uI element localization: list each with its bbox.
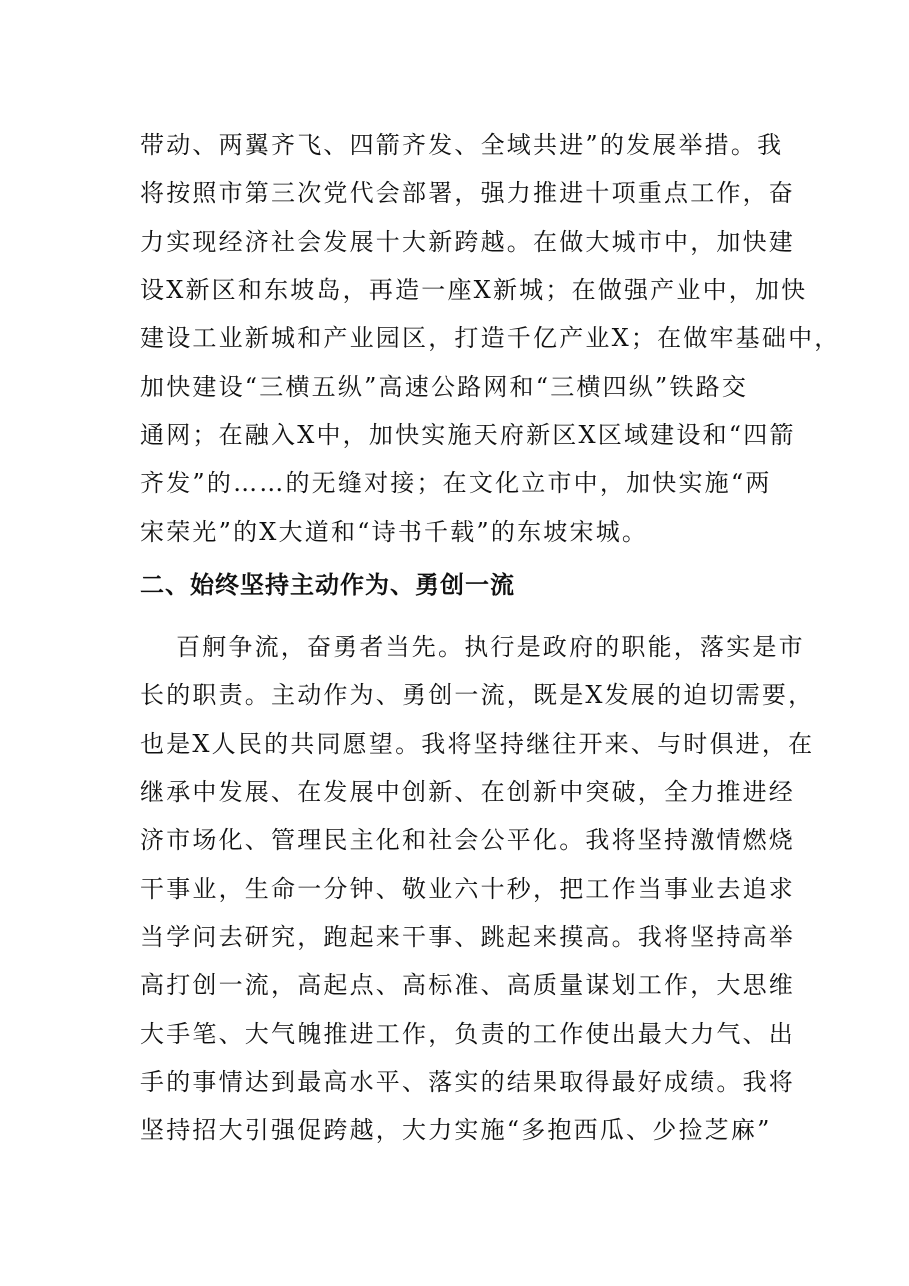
paragraph-line: 干事业，生命一分钟、敬业六十秒，把工作当事业去追求: [140, 875, 795, 903]
paragraph-line: 当学问去研究，跑起来干事、跳起来摸高。我将坚持高举: [140, 923, 795, 951]
paragraph-line: 济市场化、管理民主化和社会公平化。我将坚持激情燃烧: [140, 826, 795, 854]
paragraph-line: 设X新区和东坡岛，再造一座X新城；在做强产业中，加快: [140, 276, 808, 304]
paragraph-line: 将按照市第三次党代会部署，强力推进十项重点工作，奋: [140, 179, 795, 207]
section-heading: 二、始终坚持主动作为、勇创一流: [140, 571, 515, 599]
paragraph-line: 高打创一流，高起点、高标准、高质量谋划工作，大思维: [140, 971, 795, 999]
paragraph-line: 加快建设“三横五纵”高速公路网和“三横四纵”铁路交: [140, 373, 749, 401]
paragraph-line: 宋荣光”的X大道和“诗书千载”的东坡宋城。: [140, 518, 649, 546]
paragraph-line: 长的职责。主动作为、勇创一流，既是X发展的迫切需要，: [140, 681, 815, 709]
paragraph-line: 坚持招大引强促跨越，大力实施“多抱西瓜、少捡芝麻”: [140, 1116, 772, 1144]
paragraph-line: 力实现经济社会发展十大新跨越。在做大城市中，加快建: [140, 228, 795, 256]
paragraph-line: 通网；在融入X中，加快实施天府新区X区域建设和“四箭: [140, 421, 796, 449]
paragraph-line: 百舸争流，奋勇者当先。执行是政府的职能，落实是市: [176, 633, 805, 661]
paragraph-line: 带动、两翼齐飞、四箭齐发、全域共进”的发展举措。我: [140, 131, 784, 159]
paragraph-line: 大手笔、大气魄推进工作，负责的工作使出最大力气、出: [140, 1020, 795, 1048]
paragraph-line: 建设工业新城和产业园区，打造千亿产业X；在做牢基础中，: [140, 324, 841, 352]
paragraph-line: 手的事情达到最高水平、落实的结果取得最好成绩。我将: [140, 1068, 795, 1096]
paragraph-line: 齐发”的……的无缝对接；在文化立市中，加快实施“两: [140, 469, 772, 497]
paragraph-line: 也是X人民的共同愿望。我将坚持继往开来、与时俱进，在: [140, 730, 815, 758]
paragraph-line: 继承中发展、在发展中创新、在创新中突破，全力推进经: [140, 778, 795, 806]
